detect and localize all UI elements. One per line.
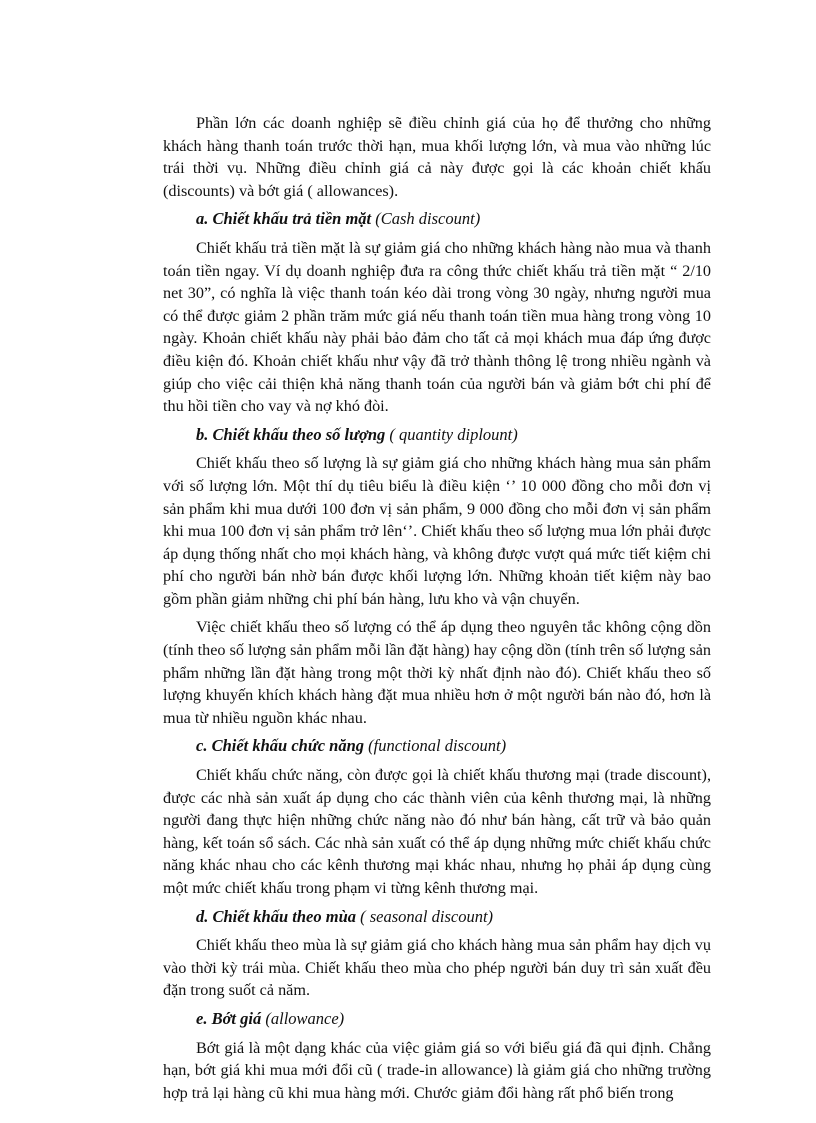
heading-english: ( quantity diplount) <box>385 424 518 444</box>
heading-title: c. Chiết khấu chức năng <box>196 736 365 756</box>
heading-title: e. Bớt giá <box>196 1008 262 1028</box>
section-heading-functional-discount <box>163 735 711 758</box>
section-heading-quantity-discount <box>163 424 711 447</box>
heading-english: (allowance) <box>261 1008 345 1028</box>
heading-title: a. Chiết khấu trả tiền mặt <box>196 209 372 229</box>
paragraph: Chiết khấu theo số lượng là sự giảm giá cho những khách hàng mua sản phẩm với số lượng lớn. Một thí dụ tiêu biểu là điều kiện ‘’ 10 000 đồng cho mỗi đơn vị sản phẩm khi mua dưới 100 đơn vị sản phẩm, 9 000 đồng cho mỗi đơn vị sản phẩm khi mua 100 đơn vị sản phẩm trở lên‘’. Chiết khấu theo số lượng mua lớn phải được áp dụng thống nhất cho mọi khách hàng, và không được vượt quá mức tiết kiệm chi phí cho người bán nhờ bán được khối lượng lớn. Những khoản tiết kiệm này bao gồm phần giảm những chi phí bán hàng, lưu kho và vận chuyển. <box>163 454 711 608</box>
paragraph: Chiết khấu theo mùa là sự giảm giá cho khách hàng mua sản phẩm hay dịch vụ vào thời kỳ trái mùa. Chiết khấu theo mùa cho phép người bán duy trì sản xuất đều đặn trong suốt cả năm. <box>163 936 711 1000</box>
paragraph: Bớt giá là một dạng khác của việc giảm giá so với biểu giá đã qui định. Chẳng hạn, bớt giá khi mua mới đổi cũ ( trade-in allowance) là giảm giá cho những trường hợp trả lại hàng cũ khi mua hàng mới. Chước giảm đổi hàng rất phổ biến trong <box>163 1038 711 1102</box>
heading-title: b. Chiết khấu theo số lượng <box>196 424 386 444</box>
heading-english: (functional discount) <box>364 736 507 756</box>
heading-title: d. Chiết khấu theo mùa <box>196 906 356 926</box>
section-heading-allowance <box>163 1008 711 1031</box>
paragraph: Chiết khấu trả tiền mặt là sự giảm giá cho những khách hàng nào mua và thanh toán tiền ngay. Ví dụ doanh nghiệp đưa ra công thức chiết khấu trả tiền mặt “ 2/10 net 30”, có nghĩa là việc thanh toán kéo dài trong vòng 30 ngày, nhưng người mua có thể được giảm 2 phần trăm mức giá nếu thanh toán tiền mua hàng trong vòng 10 ngày. Khoản chiết khấu này phải bảo đảm cho tất cả mọi khách mua đáp ứng được điều kiện đó. Khoản chiết khấu như vậy đã trở thành thông lệ trong nhiều ngành và giúp cho việc cải thiện khả năng thanh toán của người bán và giảm bớt chi phí để thu hồi tiền cho vay và nợ khó đòi. <box>163 238 711 416</box>
paragraph: Việc chiết khấu theo số lượng có thể áp dụng theo nguyên tắc không cộng dồn (tính theo số lượng sản phẩm mỗi lần đặt hàng) hay cộng dồn (tính trên số lượng sản phẩm những lần đặt hàng trong một thời kỳ nhất định nào đó). Chiết khấu theo số lượng khuyến khích khách hàng đặt mua nhiều hơn ở một người bán nào đó, hơn là mua từ nhiều nguồn khác nhau. <box>163 618 711 727</box>
document-page <box>163 112 711 1104</box>
section-heading-cash-discount <box>163 208 711 231</box>
heading-english: (Cash discount) <box>371 209 481 229</box>
section-heading-seasonal-discount <box>163 906 711 929</box>
heading-english: ( seasonal discount) <box>356 906 494 926</box>
paragraph: Chiết khấu chức năng, còn được gọi là chiết khấu thương mại (trade discount), được các nhà sản xuất áp dụng cho các thành viên của kênh thương mại, là những người đang thực hiện những chức năng nào đó như bán hàng, cất trữ và bảo quản hàng, kết toán sổ sách. Các nhà sản xuất có thể áp dụng những mức chiết khấu chức năng khác nhau cho các kênh thương mại khác nhau, nhưng họ phải áp dụng cùng một mức chiết khấu trong phạm vi từng kênh thương mại. <box>163 766 711 897</box>
intro-paragraph: Phần lớn các doanh nghiệp sẽ điều chỉnh giá của họ để thưởng cho những khách hàng thanh toán trước thời hạn, mua khối lượng lớn, và mua vào những lúc trái thời vụ. Những điều chỉnh giá cả này được gọi là các khoản chiết khấu (discounts) và bớt giá ( allowances). <box>163 114 711 200</box>
